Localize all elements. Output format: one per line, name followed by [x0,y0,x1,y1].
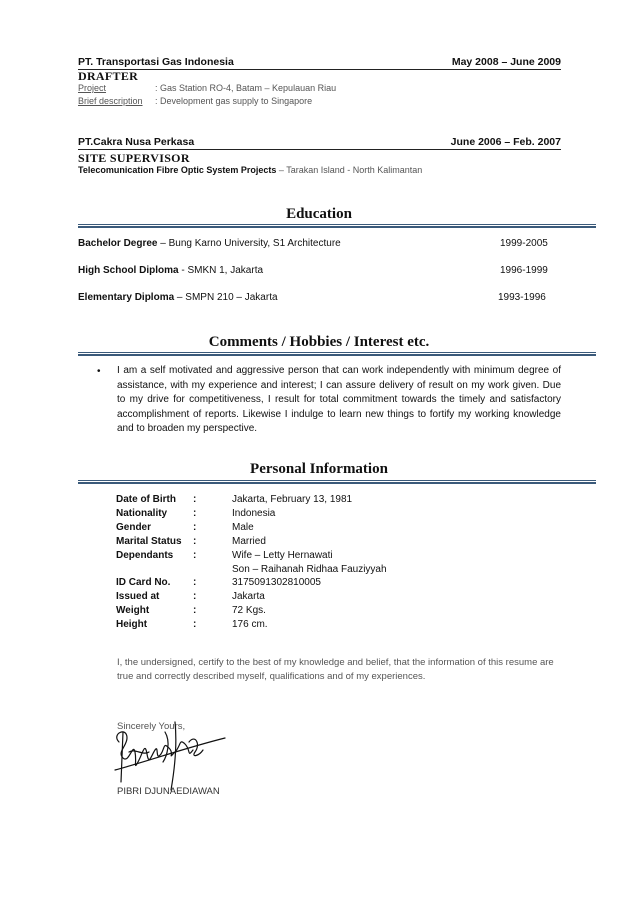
job-period: June 2006 – Feb. 2007 [450,136,561,148]
section-divider [78,224,596,225]
degree: Bachelor Degree [78,238,158,249]
section-divider [78,354,596,356]
field-label: Date of Birth [116,494,176,505]
field-colon: : [193,550,197,561]
job-role: SITE SUPERVISOR [78,151,190,165]
company-name: PT.Cakra Nusa Perkasa [78,136,195,148]
education-years: 1993-1996 [498,292,546,303]
project-row [78,83,106,93]
field-value: Son – Raihanah Ridhaa Fauziyyah [232,564,387,575]
section-title-education: Education [286,206,352,222]
field-label: Height [116,619,148,630]
field-value: Wife – Letty Hernawati [232,550,333,561]
education-item [78,265,561,276]
field-colon: : [193,536,197,547]
education-years: 1996-1999 [500,265,548,276]
signatory-name: PIBRI DJUNAEDIAWAN [117,786,220,797]
field-colon: : [193,591,197,602]
degree-detail: - SMKN 1, Jakarta [178,265,264,276]
section-divider [78,352,596,353]
project-line [78,165,422,175]
field-colon: : [193,494,197,505]
section-title-personal: Personal Information [250,461,388,477]
education-years: 1999-2005 [500,238,548,249]
degree: High School Diploma [78,265,179,276]
field-label: Weight [116,605,150,616]
field-colon: : [193,522,197,533]
project-value: : Gas Station RO-4, Batam – Kepulauan Riau [155,83,337,93]
field-value: 72 Kgs. [232,605,266,616]
field-label: ID Card No. [116,577,171,588]
project-label: Project [78,83,107,93]
job-header [78,136,561,150]
field-value: Jakarta [232,591,265,602]
project-location: – Tarakan Island - North Kalimantan [276,165,423,175]
certification-statement: I, the undersigned, certify to the best of my knowledge and belief, that the information of this resume are true and correctly described myself, qualifications and of my experiences. [117,657,554,682]
field-value: 3175091302810005 [232,577,321,588]
job-period: May 2008 – June 2009 [451,56,561,68]
field-colon: : [193,619,197,630]
section-divider [78,482,596,484]
company-name: PT. Transportasi Gas Indonesia [78,56,234,68]
field-value: Indonesia [232,508,276,519]
closing-salutation: Sincerely Yours, [117,721,186,732]
field-value: 176 cm. [232,619,268,630]
degree-detail: – SMPN 210 – Jakarta [174,292,278,303]
brief-label: Brief description [78,96,143,106]
project-title: Telecomunication Fibre Optic System Projects [78,165,277,175]
field-label: Gender [116,522,152,533]
brief-row [78,96,143,106]
field-colon: : [193,577,197,588]
education-item [78,292,561,303]
field-label: Dependants [116,550,174,561]
field-label: Nationality [116,508,168,519]
field-label: Marital Status [116,536,182,547]
bullet-icon: • [97,366,101,377]
section-title-comments: Comments / Hobbies / Interest etc. [208,334,430,350]
brief-value: : Development gas supply to Singapore [155,96,313,106]
education-item [78,238,561,249]
job-header [78,56,561,70]
field-colon: : [193,605,197,616]
field-value: Married [232,536,266,547]
field-colon: : [193,508,197,519]
comments-paragraph: I am a self motivated and aggressive person that can work independently with minimum degree of assistance, with my experience and interest; I can assure delivery of result on my work given. Due to my drive for competitiveness, I result for total commitment towards the timely and satisfactory accomplishment of reports. Likewise I indulge to learn new things to fortify my working knowledge and to broaden my perspective. [117,365,561,434]
field-value: Male [232,522,254,533]
job-role: DRAFTER [78,69,139,83]
section-divider [78,226,596,228]
degree: Elementary Diploma [78,292,175,303]
field-label: Issued at [116,591,160,602]
degree-detail: – Bung Karno University, S1 Architecture [157,238,341,249]
field-value: Jakarta, February 13, 1981 [232,494,353,505]
section-divider [78,480,596,481]
